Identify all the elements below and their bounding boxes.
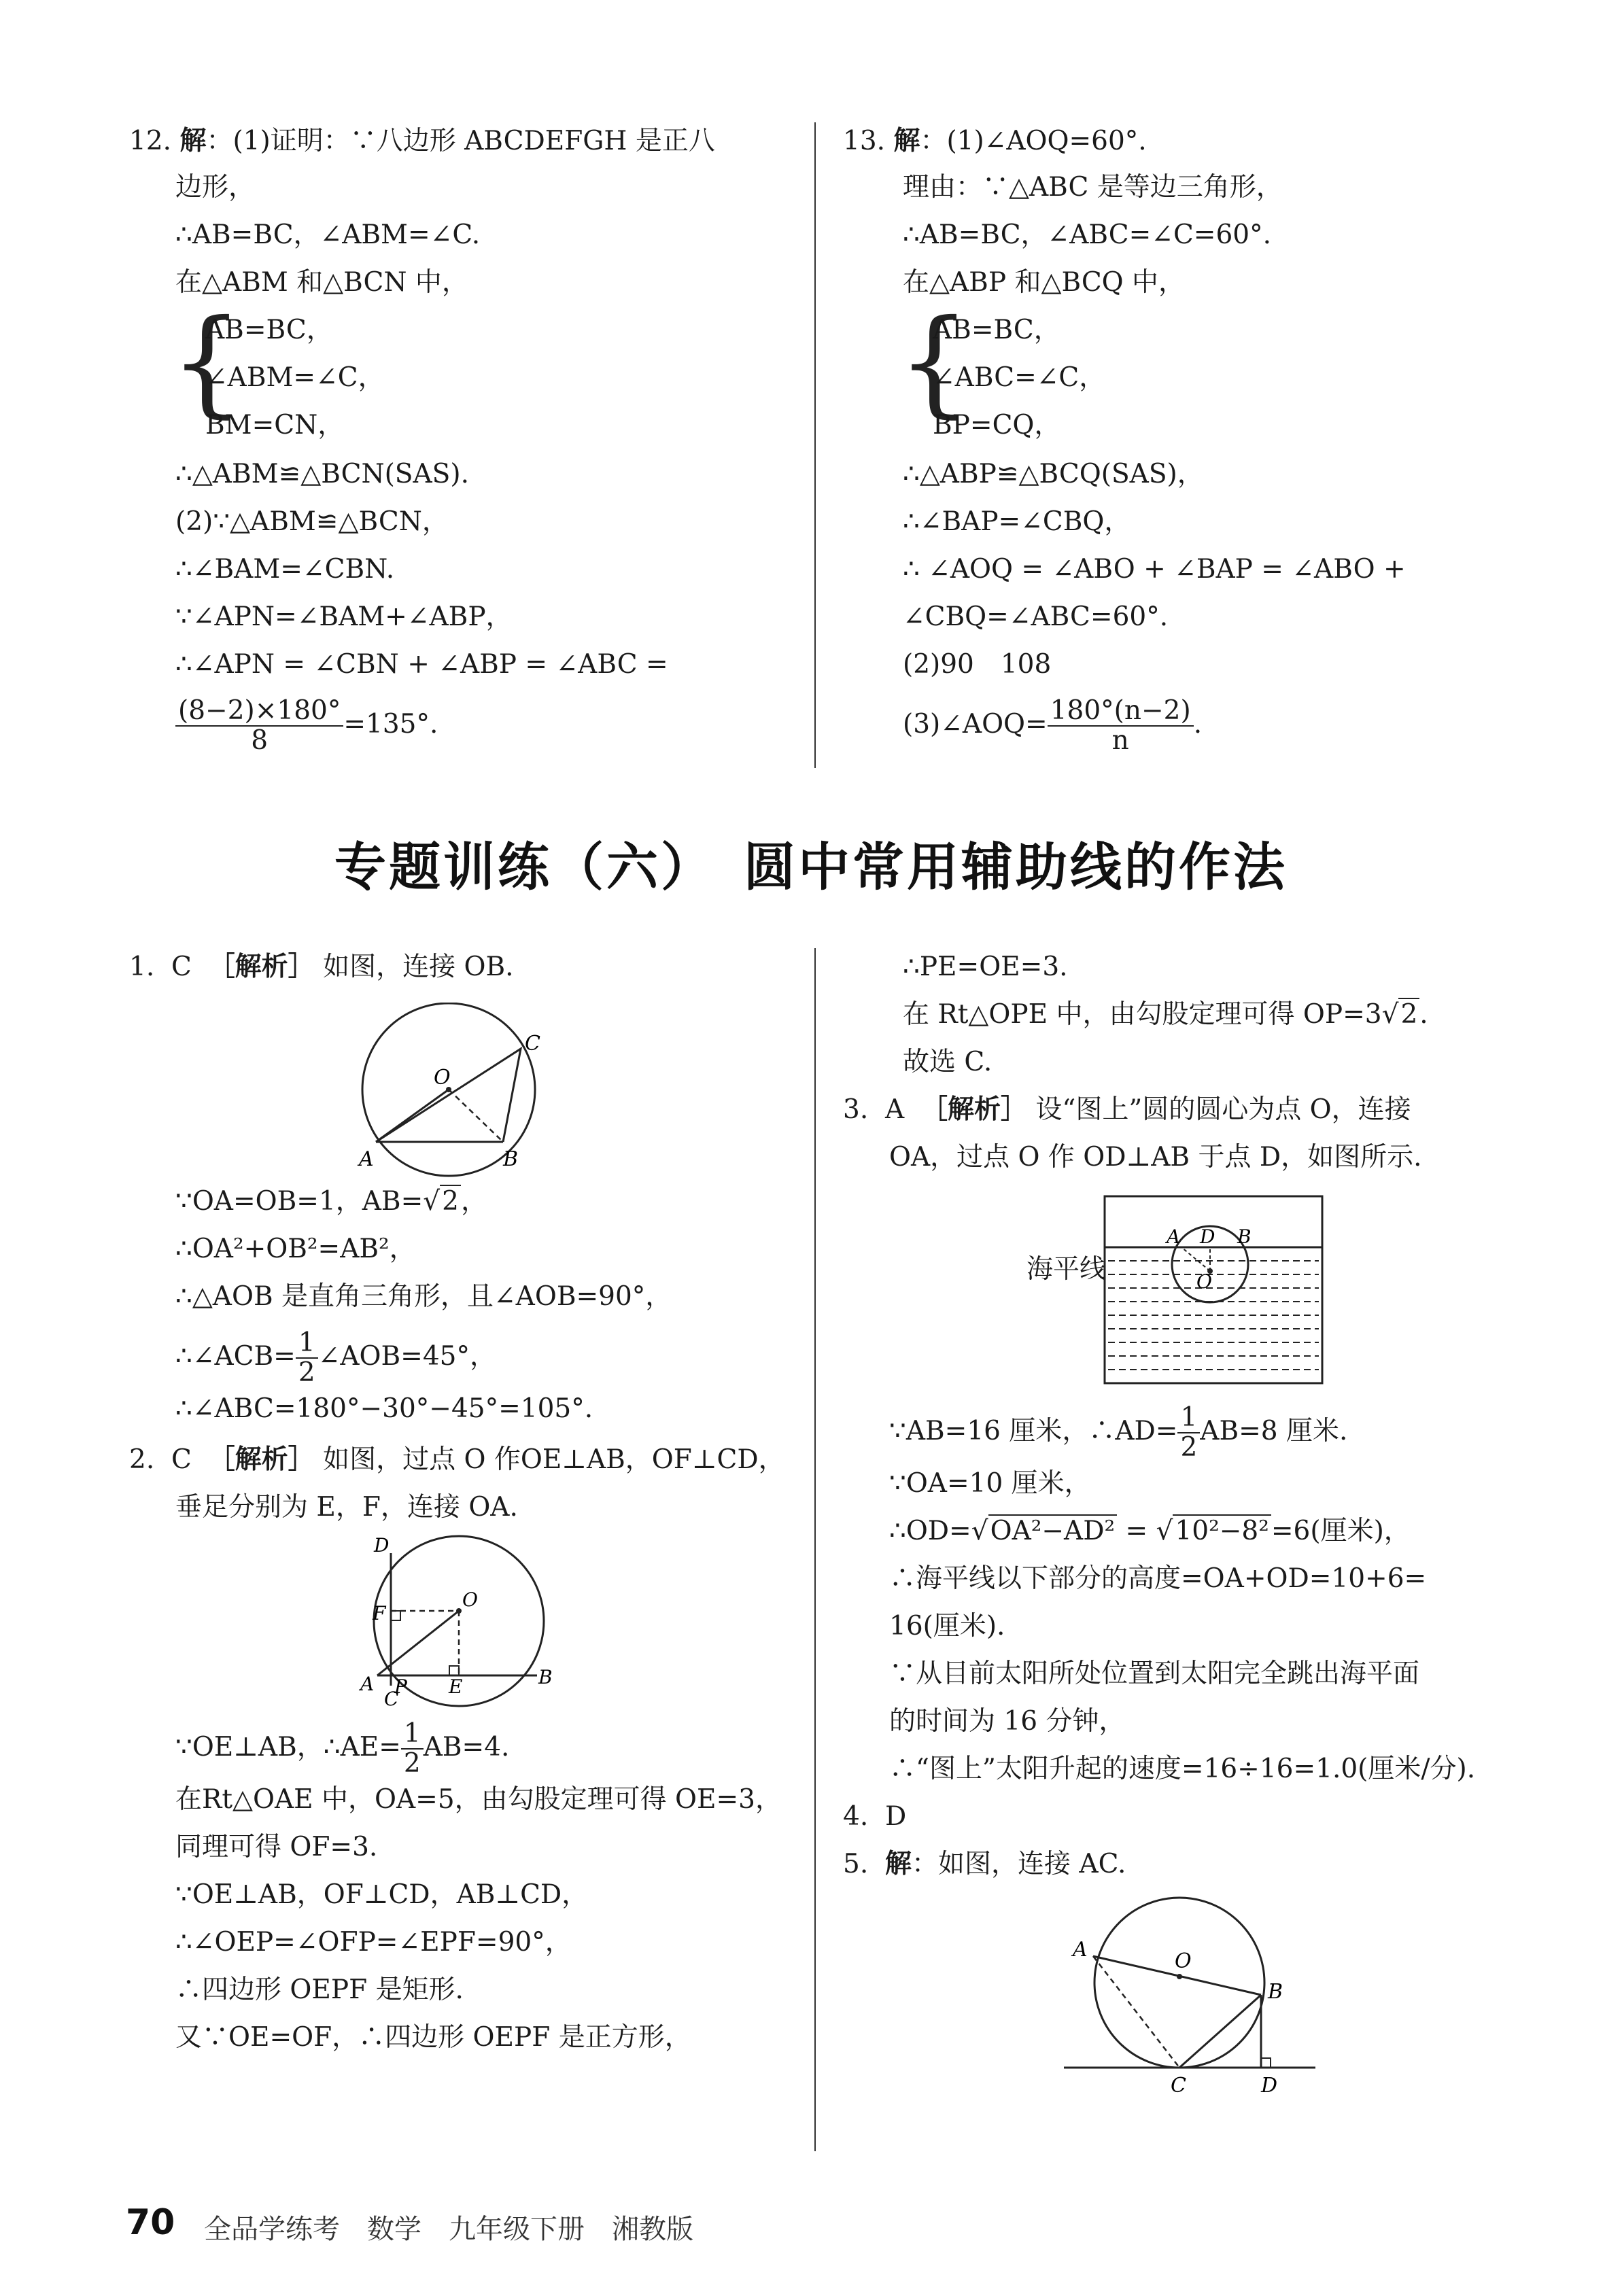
p12-line1: 12. 解：(1)证明：∵八边形 ABCDEFGH 是正八 [129,126,715,156]
q3-label-B: B [1237,1225,1252,1248]
q3-line2: ∵OA=10 厘米， [889,1468,1091,1499]
q2-figure [353,1533,557,1709]
p13-line6: ∴∠BAP=∠CBQ， [903,506,1131,537]
q1-label-B: B [503,1147,519,1171]
p12-brace: { [170,295,244,430]
q2-label-E: E [449,1675,463,1698]
p12-brace-line3: BM=CN， [205,410,345,440]
q1-heading: 1. C ［解析］ 如图，连接 OB. [129,952,514,982]
q1-line2: ∴OA²+OB²=AB²， [175,1234,416,1264]
q3-label-O: O [1196,1270,1212,1293]
q5-label-B: B [1268,1980,1283,2004]
q3-heading: 3. A ［解析］ 设“图上”圆的圆心为点 O，连接 [843,1094,1411,1125]
p12-fraction: $\frac{(8-2)\times 180^\circ}{8}$ [175,697,343,755]
p13-fraction-line: (3)∠AOQ= $\frac{180^\circ(n-2)}{n}$ . [903,695,1203,756]
q1-line4: ∴∠ACB= $\frac{1}{2}$ ∠AOB=45°， [175,1327,496,1388]
q1-label-A: A [359,1147,374,1171]
p12-brace-line1: AB=BC， [205,315,333,345]
q4-answer: 4. D [843,1801,907,1832]
q2-line5: ∴∠OEP=∠OFP=∠EPF=90°， [175,1927,572,1958]
p13-fraction: $\frac{180^\circ(n-2)}{n}$ [1048,697,1194,755]
q3-label-D: D [1200,1225,1215,1248]
p13-line4: 在△ABP 和△BCQ 中， [903,267,1186,298]
q3-water-dashes [1108,1261,1319,1370]
q1-line5: ∴∠ABC=180°−30°−45°=105°. [175,1393,593,1424]
q3-line4: ∴海平线以下部分的高度=OA+OD=10+6= [889,1563,1427,1594]
q2-label-B: B [538,1666,553,1688]
p12-brace-line2: ∠ABM=∠C， [205,362,385,393]
p13-brace-line3: BP=CQ， [933,410,1061,440]
q2-line7: 又∵OE=OF，∴四边形 OEPF 是正方形， [175,2022,691,2053]
q2-label-A: A [360,1673,375,1695]
q3-line0: OA，过点 O 作 OD⊥AB 于点 D，如图所示. [889,1142,1422,1172]
p13-brace: { [897,295,971,430]
q5-label-D: D [1261,2074,1278,2098]
p12-line9: ∴∠APN = ∠CBN + ∠ABP = ∠ABC = [175,649,668,680]
q3-line1: ∵AB=16 厘米，∴AD= $\frac{1}{2}$ AB=8 厘米. [889,1402,1348,1463]
q3-fraction: $\frac{1}{2}$ [1177,1404,1200,1462]
p13-line3: ∴AB=BC，∠ABC=∠C=60°. [903,220,1272,250]
q5-heading: 5. 解：如图，连接 AC. [843,1849,1126,1879]
q2-cont-line2: 在 Rt△OPE 中，由勾股定理可得 OP=3√2. [903,999,1428,1030]
q1-label-O: O [434,1066,451,1090]
q3-line7: 的时间为 16 分钟， [889,1706,1126,1737]
p12-line3: ∴AB=BC，∠ABM=∠C. [175,220,481,250]
p12-line6: (2)∵△ABM≌△BCN， [175,506,449,537]
column-divider-bottom [814,948,816,2151]
q3-label-A: A [1167,1225,1181,1248]
section-title: 专题训练（六） 圆中常用辅助线的作法 [334,837,1288,897]
p12-line7: ∴∠BAM=∠CBN. [175,554,395,585]
p12-line8: ∵∠APN=∠BAM+∠ABP， [175,602,513,632]
q3-line5: 16(厘米). [889,1611,1005,1641]
p13-line7: ∴ ∠AOQ = ∠ABO + ∠BAP = ∠ABO + [903,554,1406,585]
q1-segment-OA [376,1090,449,1142]
q5-right-angle-D [1261,2058,1271,2068]
q2-fraction: $\frac{1}{2}$ [401,1720,424,1778]
q3-line6: ∵从目前太阳所处位置到太阳完全跳出海平面 [889,1658,1420,1689]
q5-label-A: A [1073,1938,1088,1962]
p12-line4: 在△ABM 和△BCN 中， [175,267,468,298]
q1-label-C: C [525,1032,540,1056]
p12-fraction-line: $\frac{(8-2)\times 180^\circ}{8}$ =135°. [175,697,438,755]
q3-figure [1101,1193,1326,1390]
q2-line2: 在Rt△OAE 中，OA=5，由勾股定理可得 OE=3， [175,1784,782,1815]
q2-label-P: P [394,1675,407,1698]
q2-right-angle-E [449,1666,459,1675]
p13-brace-line1: AB=BC， [933,315,1060,345]
q5-figure [1060,1896,1319,2100]
p13-line8: ∠CBQ=∠ABC=60°. [903,602,1169,632]
q2-label-F: F [373,1602,386,1624]
q2-cont-line3: 故选 C. [903,1047,993,1077]
q2-cont-line1: ∴PE=OE=3. [903,952,1068,982]
q1-fraction: $\frac{1}{2}$ [296,1329,318,1387]
q3-frame [1105,1196,1322,1383]
q2-right-angle-F [391,1611,400,1620]
q2-heading: 2. C ［解析］ 如图，过点 O 作OE⊥AB，OF⊥CD， [129,1444,785,1475]
footer-book-info: 全品学练考 数学 九年级下册 湘教版 [204,2214,693,2245]
q1-segment-OB-dashed [449,1090,503,1142]
q5-label-C: C [1171,2074,1186,2098]
q2-label-C: C [384,1688,399,1709]
q1-line3: ∴△AOB 是直角三角形，且∠AOB=90°， [175,1281,672,1312]
q1-triangle [376,1049,521,1142]
p13-line1: 13. 解：(1)∠AOQ=60°. [843,126,1147,156]
p12-line2: 边形， [175,172,256,203]
q2-line6: ∴四边形 OEPF 是矩形. [175,1975,464,2005]
page-number: 70 [126,2202,175,2243]
column-divider-top [814,122,816,768]
q2-label-D: D [374,1534,390,1556]
q2-center-dot [456,1608,462,1614]
q2-segment-OA [377,1611,459,1675]
q2-label-O: O [462,1588,478,1611]
q5-center-dot [1177,1974,1182,1979]
q3-line8: ∴“图上”太阳升起的速度=16÷16=1.0(厘米/分). [889,1754,1476,1784]
q5-circle [1094,1898,1264,2068]
q3-segment-OA-dashed [1181,1247,1210,1271]
q2-line3: 同理可得 OF=3. [175,1832,378,1862]
q1-figure [353,1003,557,1179]
q3-sea-level-label: 海平线 [1026,1254,1107,1285]
p12-line5: ∴△ABM≌△BCN(SAS). [175,459,470,489]
p13-line9: (2)90 108 [903,649,1052,680]
q5-label-O: O [1175,1949,1192,1973]
q2-line4: ∵OE⊥AB，OF⊥CD，AB⊥CD， [175,1879,589,1910]
p13-line5: ∴△ABP≌△BCQ(SAS)， [903,459,1204,489]
q3-line3: ∴OD=√OA²−AD² = √10²−8²=6(厘米)， [889,1516,1411,1546]
p13-line2: 理由：∵△ABC 是等边三角形， [903,172,1283,203]
q2-line1: ∵OE⊥AB，∴AE= $\frac{1}{2}$ AB=4. [175,1718,510,1779]
q1-line1: ∵OA=OB=1，AB=√2， [175,1186,487,1217]
p13-brace-line2: ∠ABC=∠C， [933,362,1106,393]
q2-line0: 垂足分别为 E，F，连接 OA. [175,1492,518,1523]
